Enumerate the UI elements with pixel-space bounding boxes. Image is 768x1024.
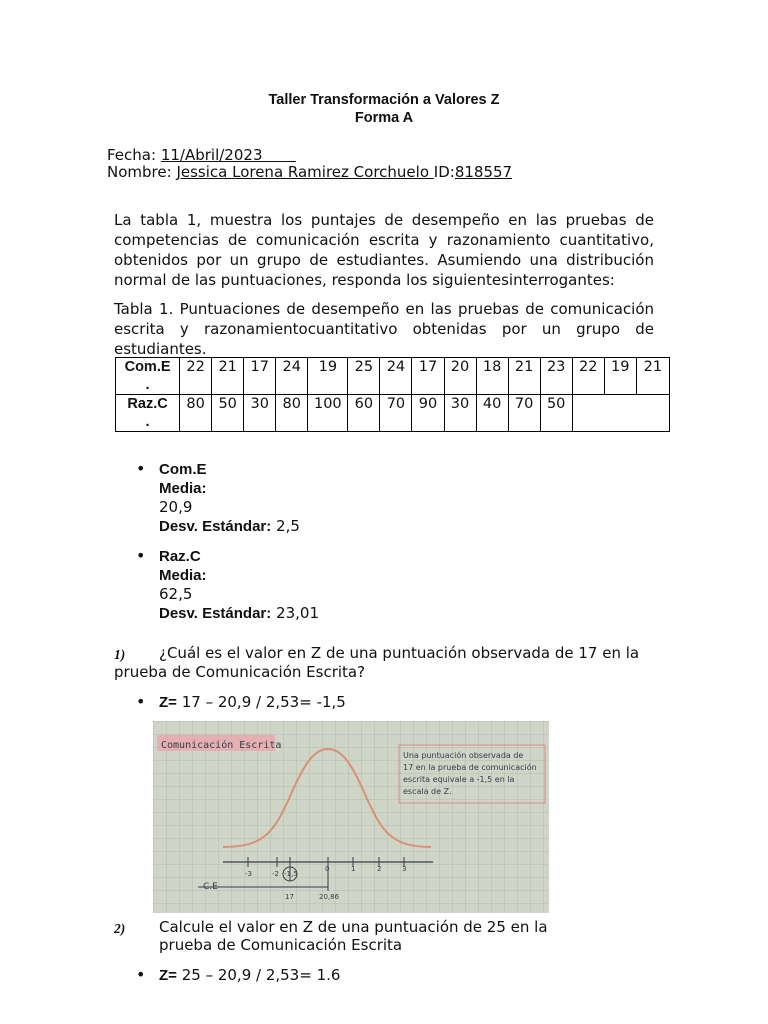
- date-label: Fecha:: [107, 146, 157, 164]
- table-cell: 100: [308, 395, 348, 432]
- tick-label: -2: [272, 870, 279, 878]
- table-cell: 22: [572, 358, 604, 395]
- z-result-2: Z= 25 – 20,9 / 2,53= 1.6: [159, 966, 341, 984]
- z-result-1: Z= 17 – 20,9 / 2,53= -1,5: [159, 693, 346, 711]
- question-2-text: Calcule el valor en Z de una puntuación de 25 en la prueba de Comunicación Escrita: [159, 918, 548, 954]
- table-cell: 50: [540, 395, 572, 432]
- table-cell: 25: [348, 358, 380, 395]
- table-cell: 24: [380, 358, 412, 395]
- document-subtitle: Forma A: [354, 110, 414, 126]
- table-cell: 80: [276, 395, 308, 432]
- table-cell: 20: [444, 358, 476, 395]
- stats-name: Com.E: [159, 461, 207, 478]
- stats-come: [159, 460, 300, 536]
- question-1-text: ¿Cuál es el valor en Z de una puntuación observada de 17 en la prueba de Comunicación Escrita?: [114, 644, 640, 681]
- intro-paragraph: La tabla 1, muestra los puntajes de desempeño en las pruebas de competencias de comunicación escrita y razonamiento cuantitativo, obtenidos por un grupo de estudiantes. Asumiendo una distribución normal de las puntuaciones, responda los siguientesinterrogantes:: [114, 211, 654, 289]
- table-cell: 23: [540, 358, 572, 395]
- name-label: Nombre:: [107, 163, 172, 181]
- table-cell: 60: [348, 395, 380, 432]
- table-row-come: [116, 358, 670, 395]
- table-cell: 70: [508, 395, 540, 432]
- table-row-razc: [116, 395, 670, 432]
- table-cell: 21: [508, 358, 540, 395]
- table-cell: 18: [476, 358, 508, 395]
- tick-label: 1: [351, 865, 356, 873]
- id-label: ID:: [433, 163, 455, 181]
- tick-label: 3: [402, 865, 407, 873]
- id-value: 818557: [454, 163, 513, 181]
- below-tick-label: 20,86: [319, 893, 340, 901]
- z-formula: 25 – 20,9 / 2,53= 1.6: [181, 966, 341, 984]
- date-value: 11/Abril/2023: [160, 146, 263, 164]
- sd-value: 23,01: [276, 604, 319, 622]
- row-label: Com.E .: [116, 358, 180, 395]
- axis-label: C.E: [203, 882, 218, 892]
- table-cell-empty: [572, 395, 669, 432]
- tick-label: 0: [325, 865, 330, 873]
- bullet: •: [136, 965, 146, 984]
- stats-razc: [159, 547, 319, 623]
- photo-note: Una puntuación observada de 17 en la prueba de comunicación escrita equivale a -1,5 en la escala de Z.: [403, 751, 537, 796]
- table-cell: 19: [604, 358, 636, 395]
- mean-label: Media:: [159, 480, 207, 497]
- tick-label: -3: [245, 870, 252, 878]
- photo-header: Comunicación Escrita: [161, 740, 282, 751]
- bullet: •: [136, 546, 146, 565]
- question-number: 1): [114, 647, 126, 662]
- table-cell: 40: [476, 395, 508, 432]
- stats-name: Raz.C: [159, 548, 201, 565]
- name-value: Jessica Lorena Ramirez Corchuelo: [176, 163, 429, 181]
- table-cell: 17: [244, 358, 276, 395]
- sd-line: Desv. Estándar: 2,5: [159, 517, 300, 535]
- bullet: •: [136, 459, 146, 478]
- question-number: 2): [114, 921, 126, 936]
- table-cell: 21: [212, 358, 244, 395]
- table-cell: 90: [412, 395, 444, 432]
- table-cell: 22: [180, 358, 212, 395]
- table-cell: 50: [212, 395, 244, 432]
- row-label: Raz.C .: [116, 395, 180, 432]
- z-formula: 17 – 20,9 / 2,53= -1,5: [181, 693, 346, 711]
- table-cell: 19: [308, 358, 348, 395]
- tick-label: 2: [377, 865, 382, 873]
- name-line: [107, 163, 512, 181]
- table-cell: 30: [244, 395, 276, 432]
- table-cell: 70: [380, 395, 412, 432]
- table-cell: 30: [444, 395, 476, 432]
- table-cell: 17: [412, 358, 444, 395]
- table-cell: 21: [636, 358, 669, 395]
- table-cell: 80: [180, 395, 212, 432]
- mean-value: 62,5: [159, 585, 193, 603]
- sd-line: Desv. Estándar: 23,01: [159, 604, 319, 622]
- mean-label: Media:: [159, 567, 207, 584]
- scores-table: [115, 357, 670, 432]
- sd-value: 2,5: [276, 517, 300, 535]
- date-line: [107, 146, 296, 164]
- mean-value: 20,9: [159, 498, 193, 516]
- below-tick-label: 17: [285, 893, 294, 901]
- tick-label: -1,5: [284, 870, 298, 878]
- normal-curve-photo: [153, 721, 549, 913]
- table-cell: 24: [276, 358, 308, 395]
- table-caption: Tabla 1. Puntuaciones de desempeño en las pruebas de comunicación escrita y razonamientocuantitativo obtenidas por un grupo de estudiantes.: [114, 300, 654, 358]
- bullet: •: [136, 692, 146, 711]
- document-title: Taller Transformación a Valores Z: [268, 92, 500, 108]
